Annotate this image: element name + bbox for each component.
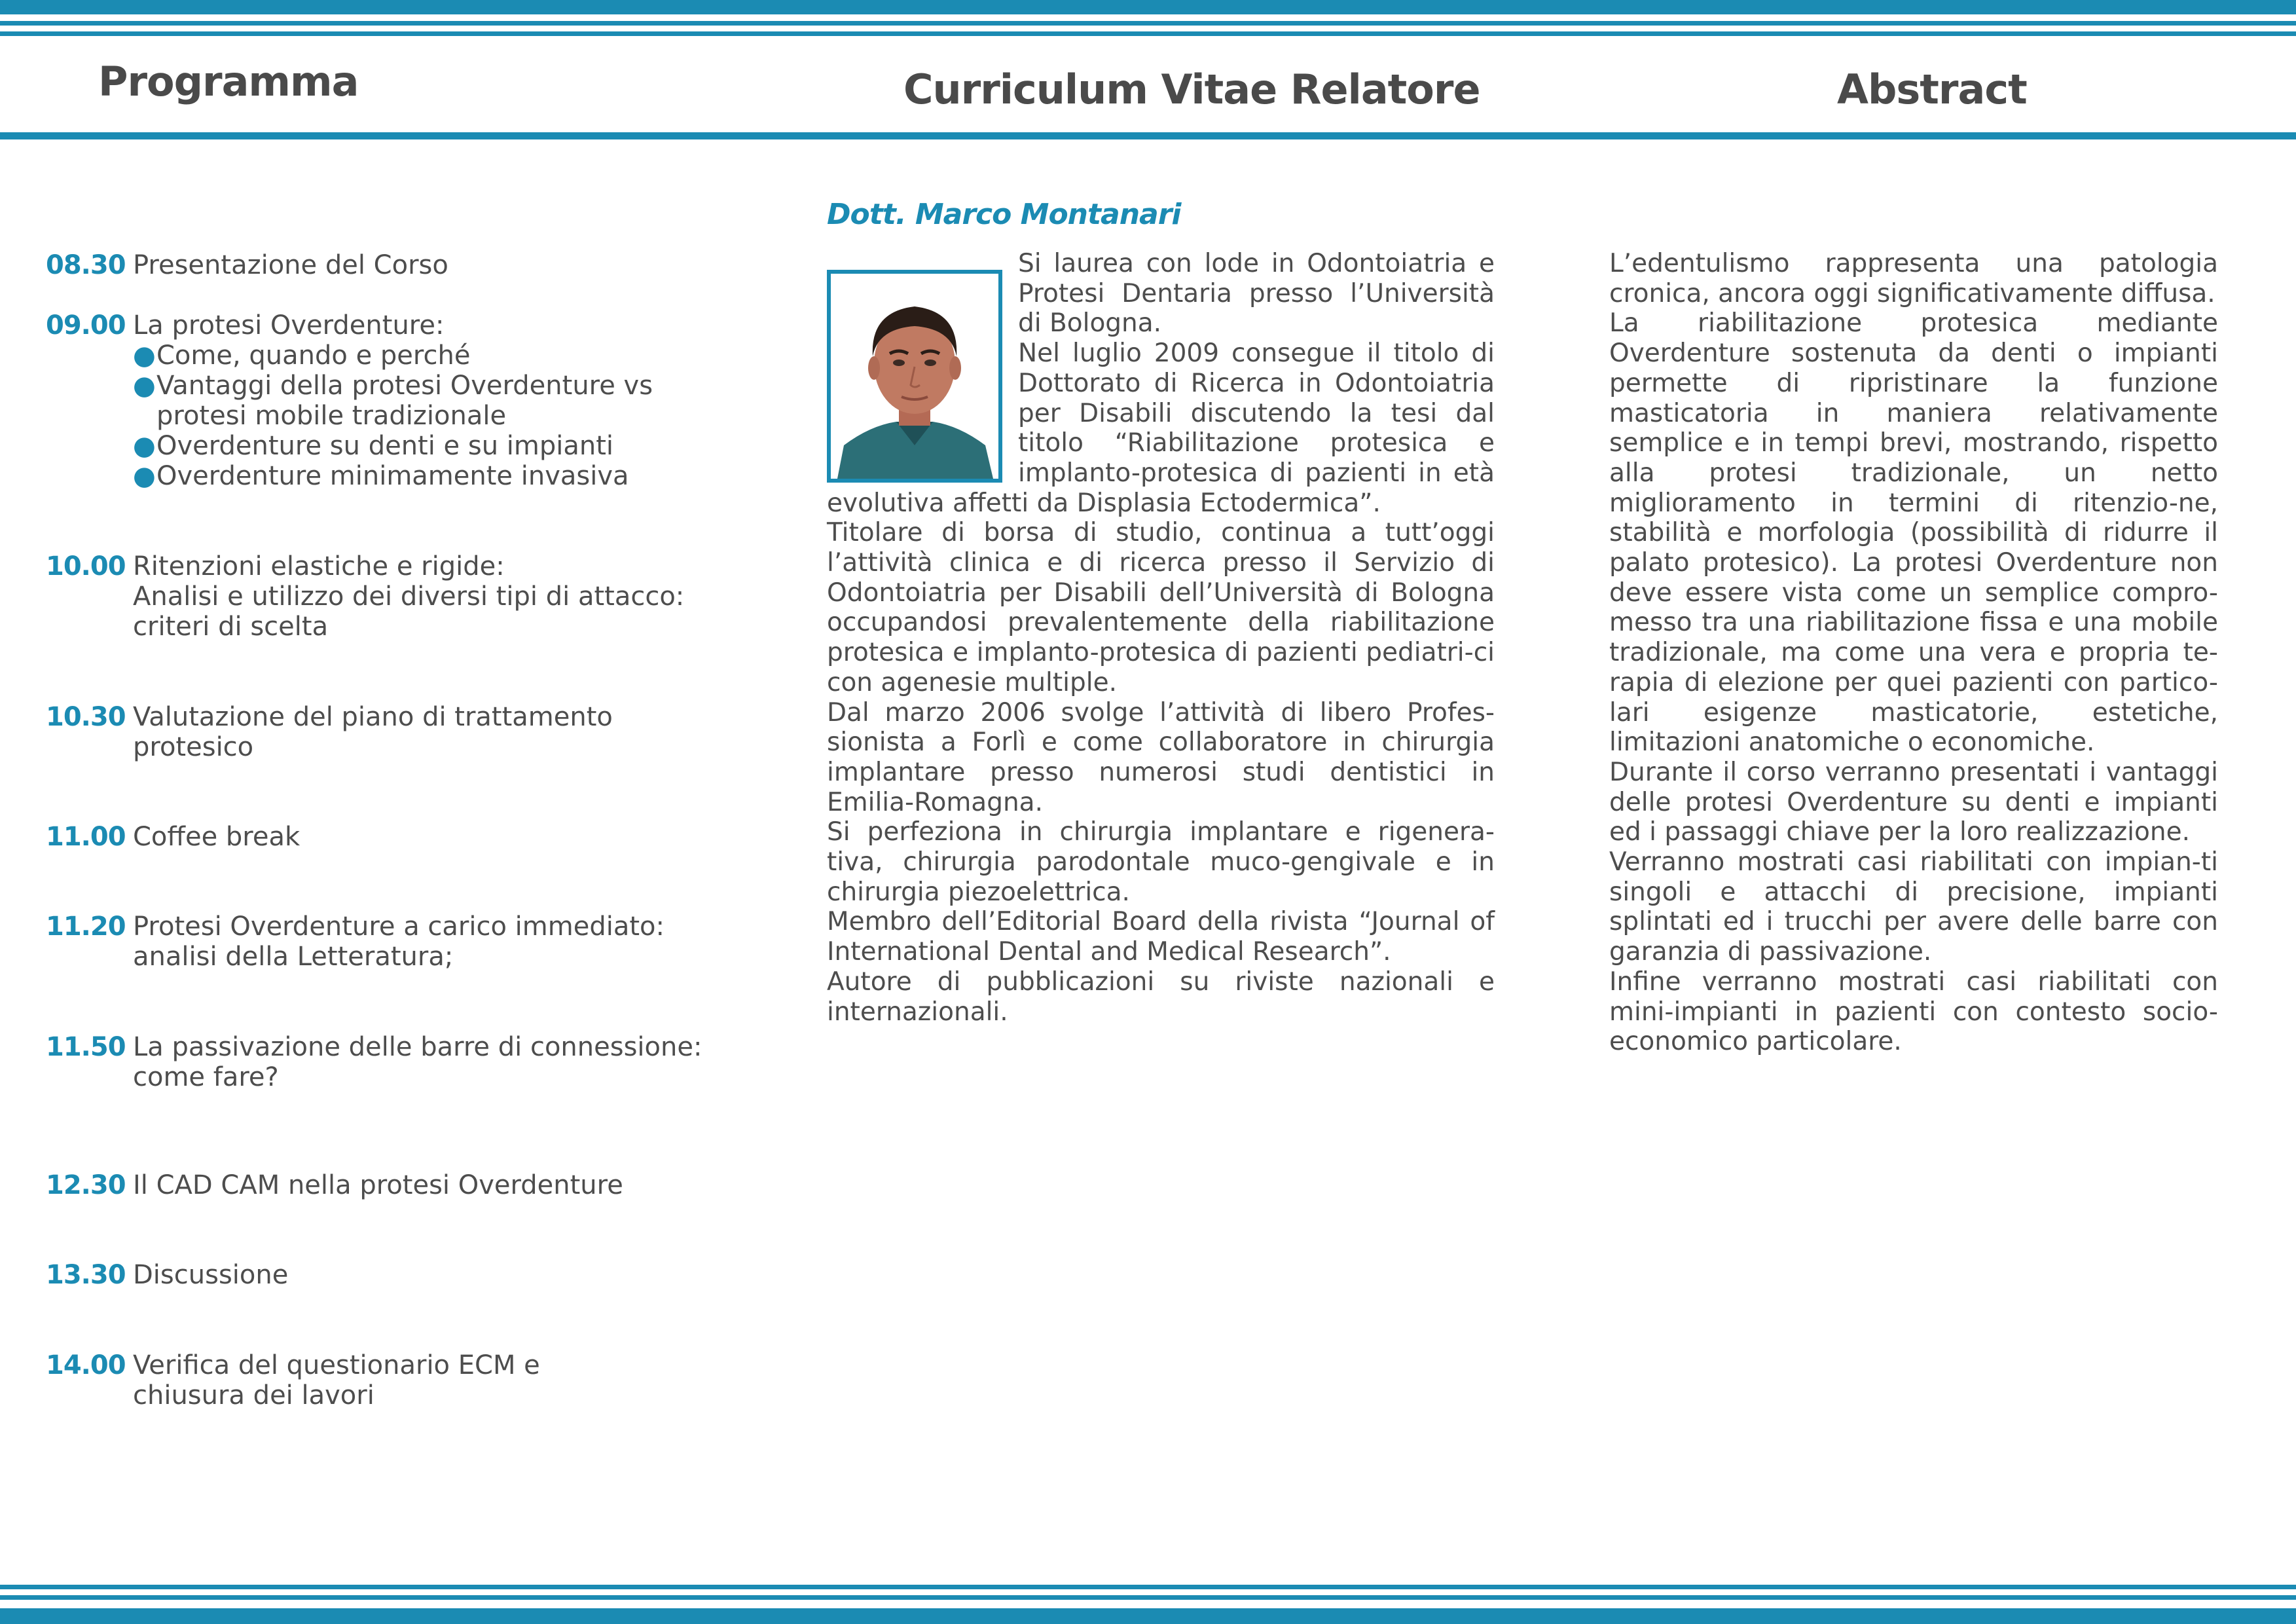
cv-paragraph: Si perfeziona in chirurgia implantare e rigenera-tiva, chirurgia parodontale muco-gengivale e in chirurgia piezoelettrica. — [827, 817, 1495, 907]
program-line: La passivazione delle barre di connessione: — [133, 1032, 702, 1062]
program-line: Valutazione del piano di trattamento — [133, 702, 613, 732]
program-line: Protesi Overdenture a carico immediato: — [133, 912, 665, 942]
program-line: Ritenzioni elastiche e rigide: — [133, 551, 505, 581]
program-description — [133, 551, 761, 642]
program-time: 09.00 — [46, 310, 126, 341]
bullet-dot-icon: ● — [133, 371, 156, 401]
program-bullet — [133, 371, 761, 401]
program-bullet-text: Overdenture su denti e su impianti — [156, 431, 614, 461]
bullet-dot-icon: ● — [133, 341, 156, 371]
program-description — [133, 822, 761, 852]
program-line: come fare? — [133, 1062, 279, 1092]
header-divider — [0, 132, 2296, 139]
abstract-paragraph: Durante il corso verranno presentati i vantaggi delle protesi Overdenture su denti e impianti ed i passaggi chiave per la loro realizzazione. — [1609, 757, 2218, 847]
speaker-photo — [827, 270, 1002, 483]
bottom-stripe-thick — [0, 1608, 2296, 1624]
bottom-stripe-thin-1 — [0, 1585, 2296, 1589]
program-time: 12.30 — [46, 1170, 126, 1200]
program-line: chiusura dei lavori — [133, 1380, 374, 1411]
program-time: 14.00 — [46, 1350, 126, 1380]
program-line: protesico — [133, 732, 254, 762]
program-time: 10.00 — [46, 551, 126, 581]
cv-paragraph: Membro dell’Editorial Board della rivista “Journal of International Dental and Medical Research”. — [827, 907, 1495, 967]
program-time: 08.30 — [46, 250, 126, 280]
program-line: Analisi e utilizzo dei diversi tipi di attacco: — [133, 581, 685, 612]
program-line: Discussione — [133, 1260, 289, 1290]
program-description — [133, 912, 761, 972]
program-bullet-text: Vantaggi della protesi Overdenture vs — [156, 371, 653, 401]
bottom-stripe-thin-2 — [0, 1595, 2296, 1600]
program-line: Coffee break — [133, 822, 301, 852]
program-time: 11.00 — [46, 822, 126, 852]
program-description — [133, 702, 761, 762]
top-stripe-thin-2 — [0, 31, 2296, 36]
abstract-paragraph: L’edentulismo rappresenta una patologia cronica, ancora oggi significativamente diffusa. — [1609, 249, 2218, 308]
program-line: criteri di scelta — [133, 612, 329, 642]
program-line: Il CAD CAM nella protesi Overdenture — [133, 1170, 623, 1200]
program-bullet-continuation: protesi mobile tradizionale — [156, 401, 507, 431]
program-line: analisi della Letteratura; — [133, 942, 454, 972]
heading-programma: Programma — [98, 58, 359, 105]
bullet-dot-icon: ● — [133, 461, 156, 491]
abstract-paragraph: Infine verranno mostrati casi riabilitati con mini-impianti in pazienti con contesto socio-economico particolare. — [1609, 967, 2218, 1057]
cv-paragraph: Dal marzo 2006 svolge l’attività di libero Profes-sionista a Forlì e come collaboratore in chirurgia implantare presso numerosi studi dentistici in Emilia-Romagna. — [827, 697, 1495, 817]
abstract-text — [1609, 249, 2218, 1057]
top-stripe-thin-1 — [0, 21, 2296, 26]
program-line: Presentazione del Corso — [133, 250, 448, 280]
cv-paragraph: Nel luglio 2009 consegue il titolo di Dottorato di Ricerca in Odontoiatria per Disabili discutendo la tesi dal titolo “Riabilitazione protesica e implanto-protesica di pazienti in età evolutiva affetti da Displasia Ectodermica”. — [827, 339, 1495, 518]
program-bullet-text: Come, quando e perché — [156, 341, 471, 371]
program-description — [133, 1260, 761, 1290]
program-description — [133, 1032, 761, 1092]
cv-paragraph: Autore di pubblicazioni su riviste nazionali e internazionali. — [827, 967, 1495, 1027]
heading-abstract: Abstract — [1837, 65, 2027, 113]
bullet-dot-icon: ● — [133, 431, 156, 461]
cv-paragraph: Si laurea con lode in Odontoiatria e Protesi Dentaria presso l’Università di Bologna. — [1018, 249, 1495, 339]
program-time: 11.20 — [46, 912, 126, 942]
heading-curriculum: Curriculum Vitae Relatore — [903, 65, 1480, 113]
program-bullet — [133, 431, 761, 461]
abstract-paragraph: Verranno mostrati casi riabilitati con impian-ti singoli e attacchi di precisione, impianti splintati ed i trucchi per avere delle barre con garanzia di passivazione. — [1609, 847, 2218, 967]
cv-paragraph: Titolare di borsa di studio, continua a tutt’oggi l’attività clinica e di ricerca presso il Servizio di Odontoiatria per Disabili dell’Università di Bologna occupandosi prevalentemente della riabilitazione protesica e implanto-protesica di pazienti pediatri-ci con agenesie multiple. — [827, 518, 1495, 697]
program-time: 11.50 — [46, 1032, 126, 1062]
program-line: La protesi Overdenture: — [133, 310, 445, 341]
program-bullet — [133, 341, 761, 371]
top-stripe-thick — [0, 0, 2296, 14]
program-time: 10.30 — [46, 702, 126, 732]
program-description — [133, 1350, 761, 1411]
speaker-name: Dott. Marco Montanari — [827, 198, 1181, 231]
program-description — [133, 1170, 761, 1200]
program-bullet — [133, 461, 761, 491]
abstract-paragraph: La riabilitazione protesica mediante Overdenture sostenuta da denti o impianti permette di ripristinare la funzione masticatoria in maniera relativamente semplice e in tempi brevi, mostrando, rispetto alla protesi tradizionale, un netto miglioramento in termini di ritenzio-ne, stabilità e morfologia (possibilità di ridurre il palato protesico). La protesi Overdenture non deve essere vista come un semplice compro-messo tra una riabilitazione fissa e una mobile tradizionale, ma come una vera e propria te-rapia di elezione per quei pazienti con partico-lari esigenze masticatorie, estetiche, limitazioni anatomiche o economiche. — [1609, 308, 2218, 758]
program-description — [133, 250, 761, 280]
portrait-photo-icon — [831, 274, 998, 479]
program-time: 13.30 — [46, 1260, 126, 1290]
program-description — [133, 310, 761, 491]
program-line: Verifica del questionario ECM e — [133, 1350, 540, 1380]
program-bullet-text: Overdenture minimamente invasiva — [156, 461, 629, 491]
